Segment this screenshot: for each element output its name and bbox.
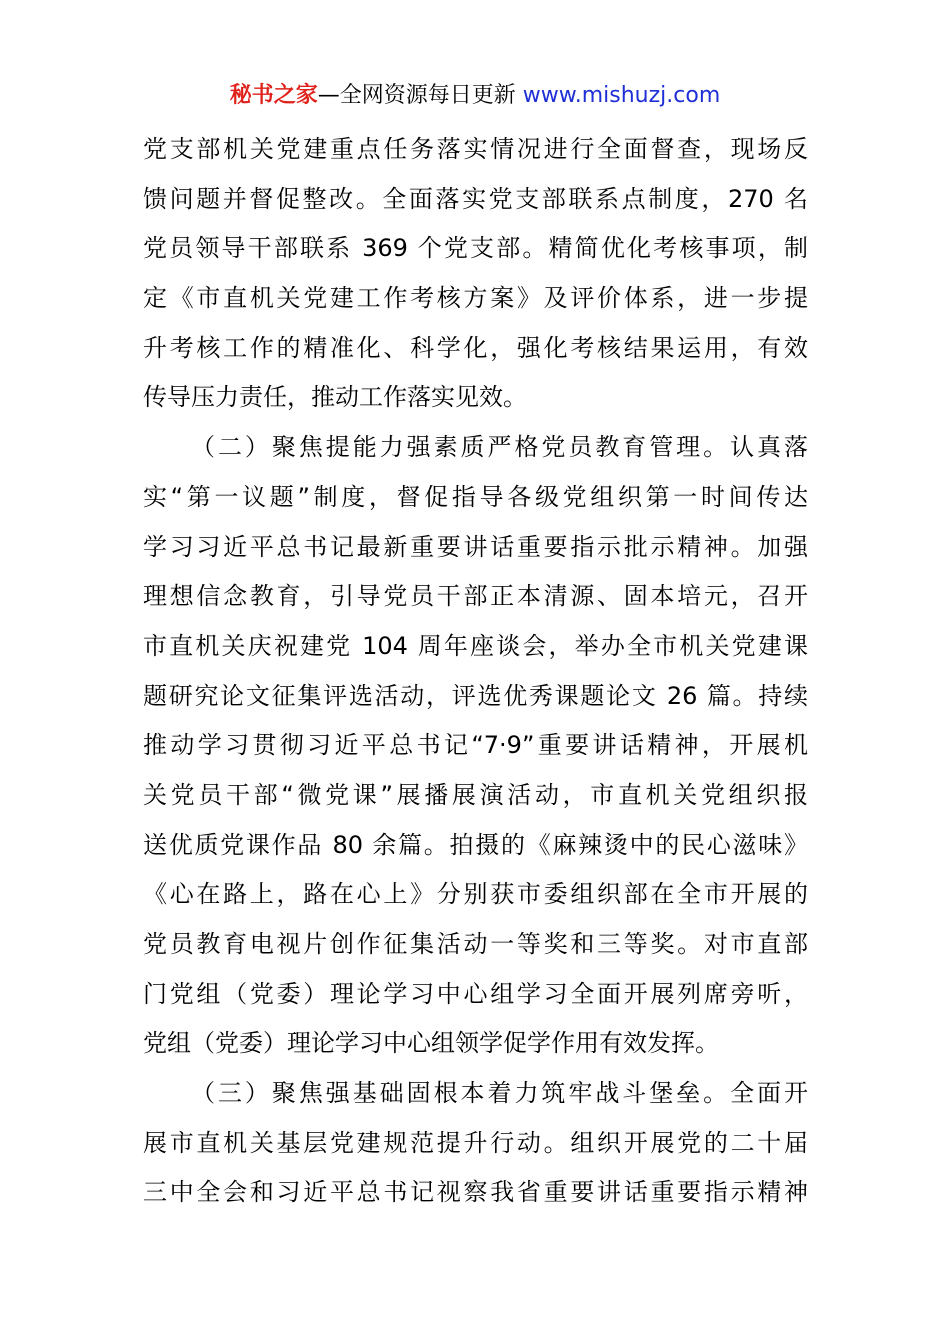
text-line: 送优质党课作品 80 余篇。拍摄的《麻辣烫中的民心滋味》 (143, 830, 808, 859)
text-line: 市直机关庆祝建党 104 周年座谈会，举办全市机关党建课 (143, 631, 808, 660)
paragraph-first-line: （二）聚焦提能力强素质严格党员教育管理。认真落 (191, 433, 808, 462)
text-line: 展市直机关基层党建规范提升行动。组织开展党的二十届 (143, 1128, 808, 1157)
paragraph-first-line: （三）聚焦强基础固根本着力筑牢战斗堡垒。全面开 (191, 1079, 808, 1108)
text-line: 《心在路上，路在心上》分别获市委组织部在全市开展的 (143, 880, 808, 909)
text-line: 学习习近平总书记最新重要讲话重要指示批示精神。加强 (143, 532, 808, 561)
text-line: 升考核工作的精准化、科学化，强化考核结果运用，有效 (143, 333, 808, 362)
text-line: 传导压力责任，推动工作落实见效。 (143, 383, 527, 412)
text-line: 党支部机关党建重点任务落实情况进行全面督查，现场反 (143, 135, 808, 163)
site-header (0, 80, 950, 112)
header-tagline: —全网资源每日更新 (317, 83, 523, 108)
text-line: 党组（党委）理论学习中心组领学促学作用有效发挥。 (143, 1029, 719, 1058)
text-line: 党员领导干部联系 369 个党支部。精简优化考核事项，制 (143, 234, 808, 263)
text-line: 定《市直机关党建工作考核方案》及评价体系，进一步提 (143, 284, 808, 313)
text-line: 党员教育电视片创作征集活动一等奖和三等奖。对市直部 (143, 930, 808, 958)
text-line: 门党组（党委）理论学习中心组学习全面开展列席旁听， (143, 979, 808, 1008)
text-line: 理想信念教育，引导党员干部正本清源、固本培元，召开 (143, 582, 808, 611)
text-line: 关党员干部“微党课”展播展演活动，市直机关党组织报 (143, 780, 808, 809)
site-url-link[interactable]: www.mishuzj.com (522, 83, 721, 108)
document-body (143, 125, 808, 1218)
text-line: 三中全会和习近平总书记视察我省重要讲话重要指示精神 (143, 1178, 808, 1207)
text-line: 推动学习贯彻习近平总书记“7·9”重要讲话精神，开展机 (143, 731, 808, 760)
text-line: 题研究论文征集评选活动，评选优秀课题论文 26 篇。持续 (143, 681, 808, 710)
brand-name: 秘书之家 (229, 83, 318, 108)
text-line: 馈问题并督促整改。全面落实党支部联系点制度，270 名 (143, 184, 808, 213)
text-line: 实“第一议题”制度，督促指导各级党组织第一时间传达 (143, 482, 808, 511)
